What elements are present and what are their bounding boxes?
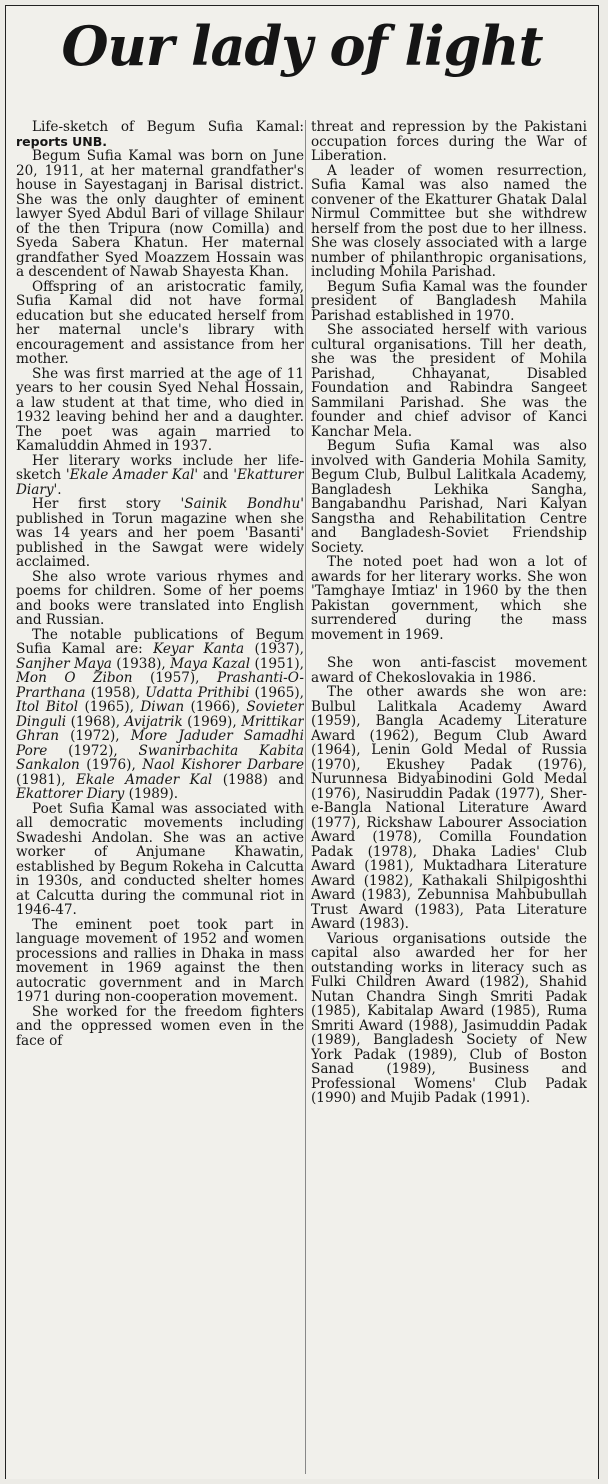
paragraph: She worked for the freedom fighters and the oppressed women even in the face of xyxy=(16,1003,304,1049)
text: The notable publications of Begum Sufia Kamal are: xyxy=(16,626,304,657)
book-title: Sanjher Maya xyxy=(16,655,112,672)
book-title: 'Ekale Amader Kal' xyxy=(65,467,199,483)
paragraph: The eminent poet took part in language movement of 1952 and women processions and rallies in Dhaka in mass movement in 1969 against the then autocratic government and in March 1971 during non-cooperation movement. xyxy=(16,916,304,1005)
text: (1958), xyxy=(85,684,146,701)
awards-paragraph: The other awards she won are: Bulbul Lalitkala Academy Award (1959), Bangla Academy Literature Award (1962), Begum Club Award (1964), Lenin Gold Medal of Russia (1970), Ekushey Padak (1976), Nurunnesa Bidyabinodini Gold Medal (1976), Nasiruddin Padak (1977), Sher-e-Bangla National Literature Award (1977), Rickshaw Labourer Association Award (1978), Comilla Foundation Padak (1978), Dhaka Ladies' Club Award (1981), Muktadhara Literature Award (1982), Kathakali Shilpigoshthi Award (1983), Zebunnisa Mahbubullah Trust Award (1983), Pata Literature Award (1983). xyxy=(311,684,587,932)
book-title: Ekattorer Diary xyxy=(16,786,125,802)
paragraph-continued: threat and repression by the Pakistani occupation forces during the War of Liberation. xyxy=(311,120,587,164)
right-column xyxy=(311,120,587,1472)
publications-paragraph xyxy=(16,628,304,802)
book-title: Prashanti-O-Prarthana xyxy=(16,670,304,701)
text: (1988) and xyxy=(212,771,304,788)
text: (1981), xyxy=(16,771,76,788)
paragraph xyxy=(16,454,304,498)
text: (1976), xyxy=(79,757,143,773)
book-title: Avijatrik xyxy=(124,713,183,730)
book-title: Udatta Prithibi xyxy=(145,684,250,701)
book-title: 'Ekatturer Diary' xyxy=(16,467,304,498)
paragraph: She was first married at the age of 11 years to her cousin Syed Nehal Hossain, a law student at that time, who died in 1932 leaving behind her and a daughter. The poet was again married to Kamaluddin Ahmed in 1937. xyxy=(16,365,304,454)
book-title: Mrittikar Ghran xyxy=(16,713,304,744)
text: (1957), xyxy=(132,670,218,686)
paragraph: Begum Sufia Kamal was born on June 20, 1911, at her maternal grandfather's house in Sayestaganj in Barisal district. She was the only daughter of eminent lawyer Syed Abdul Bari of village Shilaur of the then Tripura (now Comilla) and Syeda Sabera Khatun. Her maternal grandfather Syed Moazzem Hossain was a descendent of Nawab Shayesta Khan. xyxy=(16,148,304,280)
paragraph: She associated herself with various cultural organisations. Till her death, she was the president of Mohila Parishad, Chhayanat, Disabled Foundation and Rabindra Sangeet Sammilani Parishad. She was the founder and chief advisor of Kanci Kanchar Mela. xyxy=(311,322,587,440)
text: (1972), xyxy=(58,728,131,744)
text: (1966), xyxy=(184,699,247,715)
paragraph xyxy=(16,497,304,570)
book-title: Keyar Kanta xyxy=(153,641,245,657)
paragraph: Begum Sufia Kamal was also involved with Ganderia Mohila Samity, Begum Club, Bulbul Lalitkala Academy, Bangladesh Lekhika Sangha, Bangabandhu Parishad, Nari Kalyan Sangstha and Rehabilitation Centre and Bangladesh-Soviet Friendship Society. xyxy=(311,438,587,556)
text: (1989). xyxy=(124,786,179,802)
text: (1972), xyxy=(47,742,139,759)
paragraph: She won anti-fascist movement award of Chekoslovakia in 1986. xyxy=(311,655,587,686)
story-title: 'Sainik Bondhu' xyxy=(180,496,304,512)
text: published in Torun magazine when she was 14 years and her poem 'Basanti' published in the Sawgat were widely acclaimed. xyxy=(16,510,304,570)
paragraph: Offspring of an aristocratic family, Sufia Kamal did not have formal education but she educated herself from her maternal uncle's library with encouragement and assistance from her mother. xyxy=(16,278,304,367)
intro-paragraph xyxy=(16,120,304,149)
paragraph: Various organisations outside the capital also awarded her for her outstanding works in literacy such as Fulki Children Award (1982), Shahid Nutan Chandra Singh Smriti Padak (1985), Kabitalap Award (1985), Ruma Smriti Award (1988), Jasimuddin Padak (1989), Bangladesh Society of New York Padak (1989), Club of Boston Sanad (1989), Business and Professional Womens' Club Padak (1990) and Mujib Padak (1991). xyxy=(311,930,587,1106)
text: and xyxy=(198,467,234,483)
text: (1937), xyxy=(244,641,304,657)
book-title: Swanirbachita Kabita Sankalon xyxy=(16,742,304,773)
text: Her first story xyxy=(32,496,181,512)
text: Her literary works include her life-sketch xyxy=(16,452,304,483)
paragraph: The noted poet had won a lot of awards for her literary works. She won 'Tamghaye Imtiaz' in 1960 by the then Pakistan government, which she surrendered during the mass movement in 1969. xyxy=(311,554,587,643)
text: (1951), xyxy=(250,655,304,672)
book-title: Naol Kishorer Darbare xyxy=(142,757,304,773)
paragraph: Begum Sufia Kamal was the founder president of Bangladesh Mahila Parishad established in 1970. xyxy=(311,278,587,324)
text: (1965), xyxy=(249,684,304,701)
intro-text: Life-sketch of Begum Sufia Kamal: xyxy=(32,120,304,135)
paragraph: Poet Sufia Kamal was associated with all democratic movements including Swadeshi Andolan. She was an active worker of Anjumane Khawatin, established by Begum Rokeha in Calcutta in 1930s, and conducted shelter homes at Calcutta during the communal riot in 1946-47. xyxy=(16,800,304,918)
book-title: Ekale Amader Kal xyxy=(76,771,213,788)
book-title: Diwan xyxy=(140,699,185,715)
book-title: Sovieter Dinguli xyxy=(16,699,304,730)
text: (1969), xyxy=(182,713,242,730)
text: (1965), xyxy=(78,699,141,715)
book-title: Maya Kazal xyxy=(170,655,251,672)
book-title: Itol Bitol xyxy=(16,699,79,715)
headline: Our lady of light xyxy=(61,14,543,78)
text: . xyxy=(57,481,62,498)
column-divider xyxy=(305,120,306,1474)
text: (1938), xyxy=(111,655,171,672)
text: (1968), xyxy=(66,713,125,730)
paragraph: She also wrote various rhymes and poems for children. Some of her poems and books were translated into English and Russian. xyxy=(16,568,304,628)
paragraph: A leader of women resurrection, Sufia Kamal was also named the convener of the Ekatturer Ghatak Dalal Nirmul Committee but she withdrew herself from the post due to her illness. She was closely associated with a large number of philanthropic organisations, including Mohila Parishad. xyxy=(311,162,587,280)
book-title: More Jaduder Samadhi Pore xyxy=(16,728,304,759)
left-column xyxy=(16,120,304,1472)
byline: reports UNB. xyxy=(16,133,107,149)
book-title: Mon O Zibon xyxy=(16,670,133,686)
